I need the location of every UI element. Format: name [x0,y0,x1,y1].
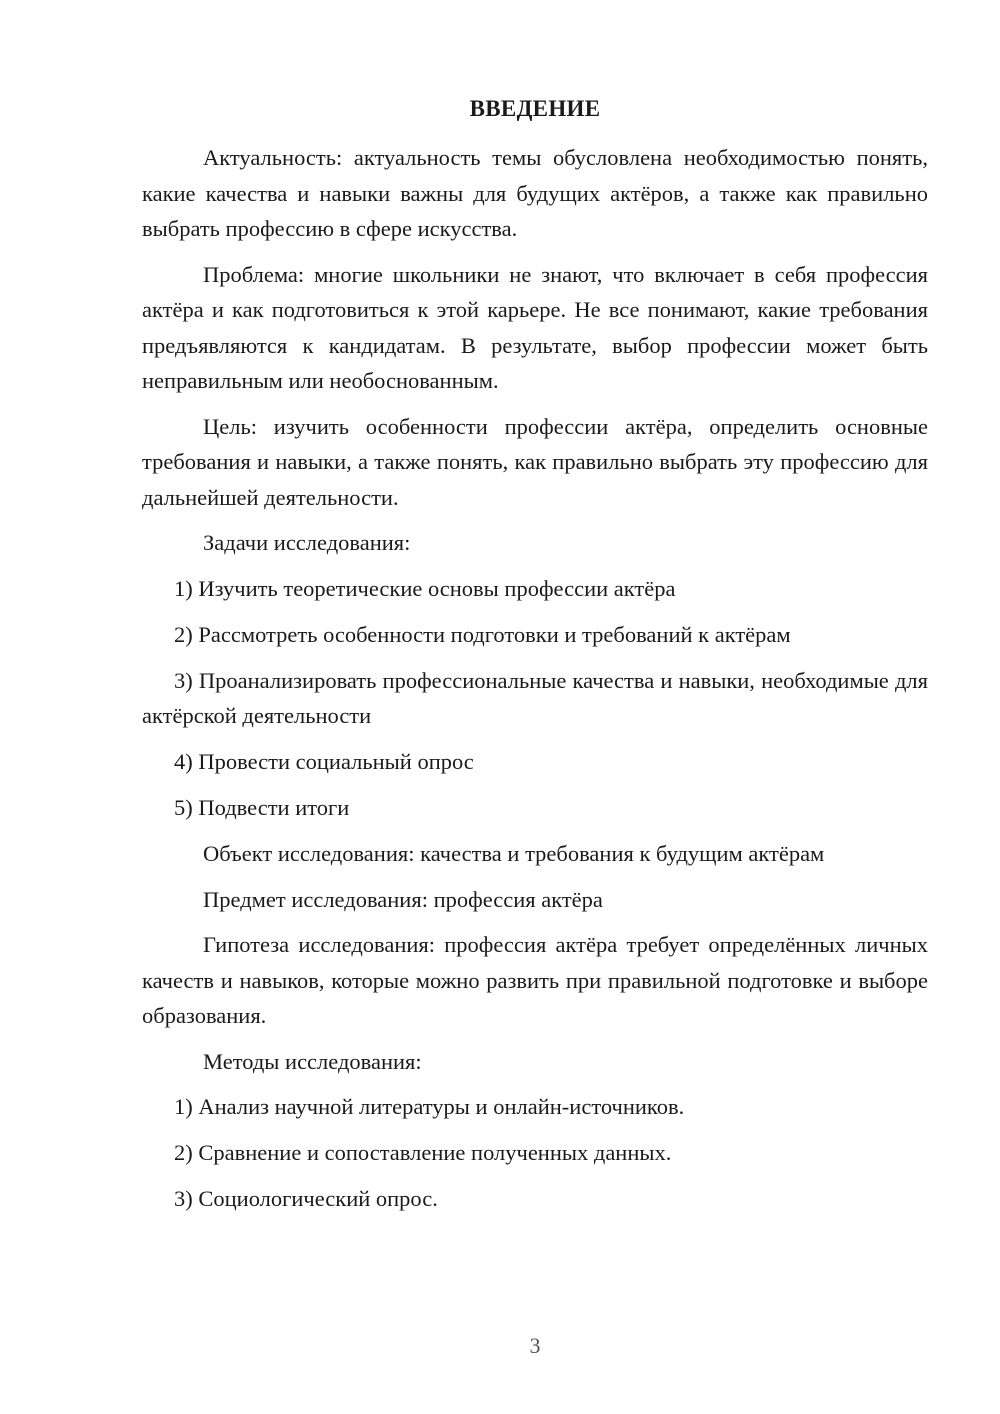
task-item-2: 2) Рассмотреть особенности подготовки и требований к актёрам [174,621,791,647]
task-item-1: 1) Изучить теоретические основы профессии актёра [174,575,676,601]
document-page [142,0,928,1414]
page-number: 3 [529,1333,541,1358]
goal-paragraph: Цель: изучить особенности профессии актёра, определить основные требования и навыки, а также понять, как правильно выбрать эту профессию для дальнейшей деятельности. [142,413,928,510]
method-item-3: 3) Социологический опрос. [174,1186,438,1211]
section-heading: ВВЕДЕНИЕ [469,96,601,121]
problem-paragraph: Проблема: многие школьники не знают, что включает в себя профессия актёра и как подготовиться к этой карьере. Не все понимают, какие требования предъявляются к кандидатам. В результате, выбор профессии может быть неправильным или необоснованным. [142,261,928,393]
relevance-paragraph: Актуальность: актуальность темы обусловлена необходимостью понять, какие качества и навыки важны для будущих актёров, а также как правильно выбрать профессию в сфере искусства. [142,145,928,241]
object-paragraph: Объект исследования: качества и требования к будущим актёрам [203,841,825,866]
tasks-title: Задачи исследования: [203,530,411,555]
methods-title: Методы исследования: [203,1048,422,1074]
task-item-4: 4) Провести социальный опрос [174,749,474,774]
hypothesis-paragraph: Гипотеза исследования: профессия актёра требует определённых личных качеств и навыков, которые можно развить при правильной подготовке и выборе образования. [142,932,928,1028]
task-item-5: 5) Подвести итоги [174,795,350,820]
subject-paragraph: Предмет исследования: профессия актёра [203,886,603,912]
method-item-1: 1) Анализ научной литературы и онлайн-источников. [174,1094,685,1119]
task-item-3: 3) Проанализировать профессиональные качества и навыки, необходимые для актёрской деятельности [142,667,928,728]
method-item-2: 2) Сравнение и сопоставление полученных данных. [174,1140,672,1165]
document-body [142,140,928,1227]
